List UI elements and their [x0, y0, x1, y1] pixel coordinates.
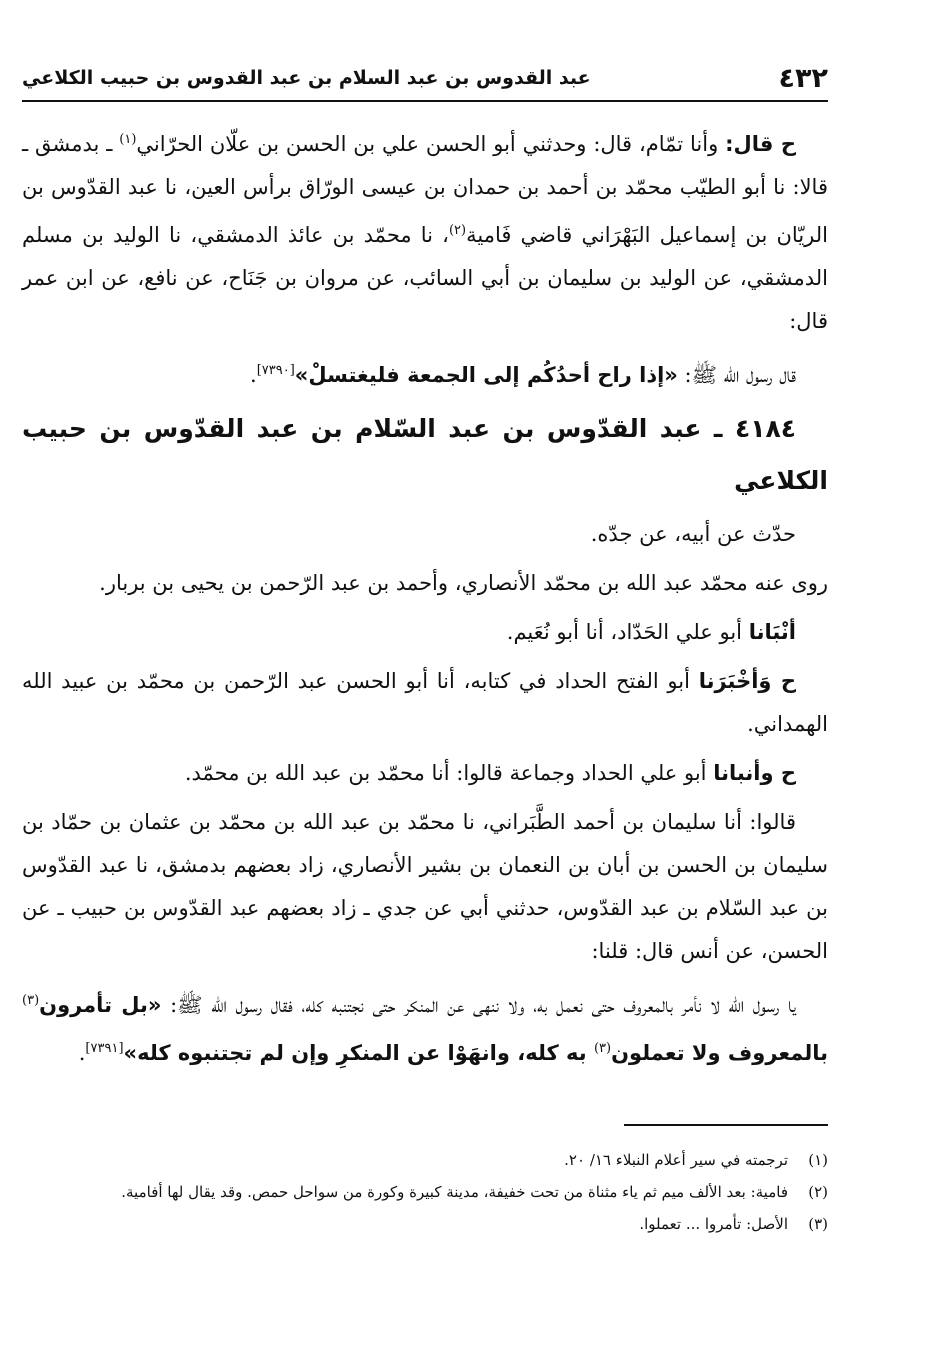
paragraph-text: يا رسول الله لا نأمر بالمعروف حتى نعمل به، ولا ننهى عن المنكر حتى نجتنبه كله، فقال رسول الله ﷺ: [161, 993, 796, 1017]
transition-marker: أنْبَانا [748, 620, 796, 644]
hadith-text: «بل تأمرون [39, 993, 162, 1017]
paragraph-text: ـ بدمشق ـ قالا: نا أبو الطيّب محمّد بن أحمد بن حمدان بن عيسى الورّاق برأس العين، نا عبد القدّوس بن الريّان بن إسماعيل البَهْرَاني قاضي فَامية [22, 132, 828, 247]
footnote-ref: (٣) [593, 1041, 612, 1056]
footnote [22, 1146, 828, 1174]
transition-marker: ح وَأخْبَرَنا [698, 669, 796, 693]
footnote-ref: (٣) [22, 993, 40, 1008]
paragraph-text: أبو علي الحداد وجماعة قالوا: أنا محمّد بن عبد الله بن محمّد. [184, 761, 714, 785]
transition-marker: ح وأنبانا [713, 761, 796, 785]
footnote-text: فامية: بعد الألف ميم ثم ياء مثناة من تحت خفيفة، مدينة كبيرة وكورة من سواحل حمص. وقد يقال لها أفامية. [121, 1183, 788, 1201]
page-number: ٤٣٢ [778, 62, 828, 94]
footnote-number: (١) [808, 1151, 828, 1169]
entry-heading: ٤١٨٤ ـ عبد القدّوس بن عبد السّلام بن عبد القدّوس بن حبيب الكلاعي [22, 414, 828, 495]
hadith-text: بالمعروف ولا تعملون [611, 1041, 828, 1065]
paragraph-text: أبو الفتح الحداد في كتابه، أنا أبو الحسن عبد الرّحمن بن محمّد بن عبيد الله الهمداني. [22, 669, 828, 736]
footnote-number: (٢) [808, 1183, 828, 1201]
paragraph-text: . [78, 1041, 86, 1065]
footnote [22, 1178, 828, 1206]
running-title: عبد القدوس بن عبد السلام بن عبد القدوس بن حبيب الكلاعي [22, 67, 591, 89]
footnote-ref: (١) [119, 132, 137, 147]
footnote-separator [624, 1124, 828, 1126]
hadith-text: به كله، وانهَوْا عن المنكرِ وإن لم تجتنبوه كله» [123, 1041, 594, 1065]
paragraph-text: قال رسول الله ﷺ: [677, 363, 796, 387]
footnote [22, 1210, 828, 1238]
hadith-number: [٧٣٩٠] [256, 363, 295, 378]
paragraph-narrated: حدّث عن أبيه، عن جدّه. [590, 522, 796, 546]
paragraph-text: وأنا تمّام، قال: وحدثني أبو الحسن علي بن الحسن بن علّان الحرّاني [136, 132, 726, 156]
page-header [22, 56, 828, 102]
paragraph-text: ، نا محمّد بن عائذ الدمشقي، نا الوليد بن مسلم الدمشقي، عن الوليد بن سليمان بن أبي السائب، عن مروان بن جَنَاح، عن نافع، عن ابن عمر قال: [22, 223, 828, 333]
footnote-text: الأصل: تأمروا ... تعملوا. [639, 1215, 788, 1233]
footnote-text: ترجمته في سير أعلام النبلاء ١٦/ ٢٠. [564, 1151, 788, 1169]
paragraph-text: أبو علي الحَدّاد، أنا أبو نُعَيم. [506, 620, 749, 644]
paragraph-isnad-3 [22, 660, 828, 746]
paragraph-isnad-5: قالوا: أنا سليمان بن أحمد الطَّبَراني، نا محمّد بن عبد الله بن محمّد بن عثمان بن حمّاد بن سليمان بن الحسن بن أبان بن النعمان بن بشير الأنصاري، زاد بعضهم بدمشق، نا عبد القدّوس بن عبد السّلام بن عبد القدّوس، حدثني أبي عن جدي ـ زاد بعضهم عبد القدّوس بن حبيب ـ عن الحسن، عن أنس قال: قلنا: [22, 810, 828, 963]
paragraph-hadith-2 [22, 979, 828, 1075]
paragraph-students: روى عنه محمّد عبد الله بن محمّد الأنصاري، وأحمد بن عبد الرّحمن بن يحيى بن بربار. [99, 571, 828, 595]
paragraph-isnad-4 [22, 752, 828, 795]
transition-marker: ح قال: [725, 132, 796, 156]
footnotes [22, 1146, 828, 1242]
paragraph-text: . [250, 363, 257, 387]
hadith-number: [٧٣٩١] [85, 1041, 124, 1056]
paragraph-isnad-2 [22, 611, 828, 654]
footnote-ref: (٢) [448, 223, 467, 238]
main-text [22, 118, 828, 1081]
hadith-text: «إذا راح أحدُكُم إلى الجمعة فليغتسلْ» [294, 363, 678, 387]
footnote-number: (٣) [808, 1215, 828, 1233]
paragraph-hadith-1 [22, 349, 828, 397]
paragraph-isnad-1 [22, 118, 828, 343]
